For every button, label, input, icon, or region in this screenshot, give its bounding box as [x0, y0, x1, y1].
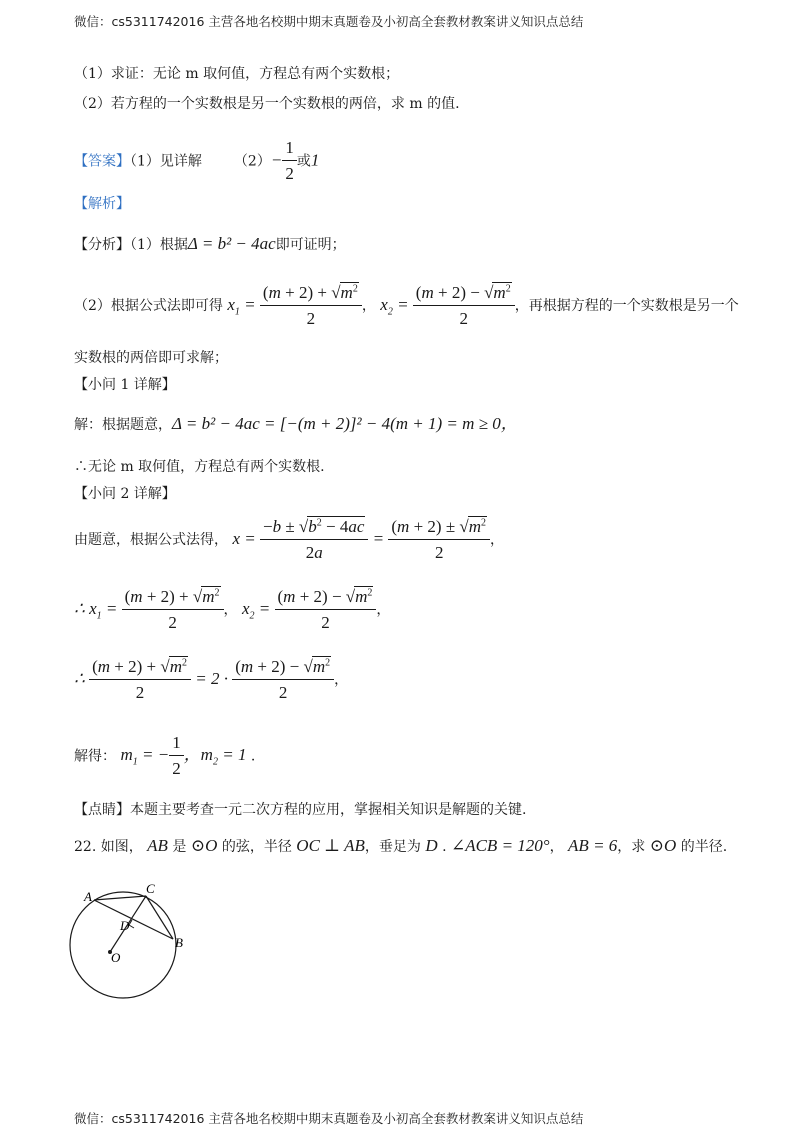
answer-p2: （2） [233, 153, 271, 170]
solve-line: 解得： $m_1$ = − $\frac{1}{2}$ ，$m_2 = 1$ . [74, 733, 256, 779]
circle-figure [60, 880, 210, 1005]
sub1-expr: Δ = b² − 4ac = [−(m + 2)]² − 4(m + 1) = m ≥ 0， [172, 414, 518, 433]
sub2-label: 【小问 2 详解】 [74, 486, 176, 502]
answer-neg: − [270, 150, 283, 170]
answer-p1: （1）见详解 [130, 153, 202, 170]
answer-one: 1 [310, 150, 320, 170]
quadratic-formula-sub: $\frac{(m + 2) \pm √m^2}{2}$ [388, 516, 490, 564]
answer-fraction: $\frac{1}{2}$ [282, 138, 297, 185]
page-header: 微信：cs5311742016 主营各地名校期中期末真题卷及小初高全套教材教案讲义知识点总结 [74, 14, 584, 29]
sub2-line: 由题意，根据公式法得， x = $\frac{-b \pm √b^2 - 4ac}{2a}$ = $\frac{(m + 2) \pm √m^2}{2}$ ， [74, 517, 505, 563]
sub1-conclusion: ∴无论 m 取何值，方程总有两个实数根. [74, 459, 325, 475]
sub1-label: 【小问 1 详解】 [74, 377, 176, 393]
dianjing-line: 【点睛】本题主要考查一元二次方程的应用，掌握相关知识是解题的关键. [74, 802, 527, 818]
analysis-label: 【解析】 [74, 196, 130, 212]
answer-or: 或 [296, 153, 311, 170]
fenxi-delta: Δ = b² − 4ac [187, 234, 276, 253]
answer-line [74, 138, 319, 185]
label-d: D [120, 918, 130, 933]
circle-o [70, 892, 176, 998]
label-b: B [175, 935, 183, 950]
x2-formula: $\frac{(m + 2) - √m^2}{2}$ [413, 282, 515, 330]
fenxi-label: 【分析】 [74, 237, 130, 253]
roots-line: ∴ $x_1$ = $\frac{(m + 2) + √m^2}{2}$ ， $x_2$ = $\frac{(m + 2) - √m^2}{2}$ ， [74, 587, 391, 633]
x1-formula: $\frac{(m + 2) + √m^2}{2}$ [260, 282, 362, 330]
equation-line: ∴ $\frac{(m + 2) + √m^2}{2}$ = 2 · $\frac{(m + 2) - √m^2}{2}$ ， [74, 657, 349, 703]
answer-label: 【答案】 [74, 153, 130, 170]
label-c: C [146, 881, 155, 896]
fenxi-line3: 实数根的两倍即可求解； [74, 350, 228, 366]
label-o: O [111, 950, 121, 965]
q-part2: （2）若方程的一个实数根是另一个实数根的两倍，求 m 的值. [74, 96, 460, 112]
label-a: A [84, 889, 92, 904]
q-part1: （1）求证：无论 m 取何值，方程总有两个实数根； [74, 66, 400, 82]
page-footer: 微信：cs5311742016 主营各地名校期中期末真题卷及小初高全套教材教案讲义知识点总结 [74, 1111, 584, 1126]
fenxi-line: 【分析】（1）根据Δ = b² − 4ac即可证明； [74, 234, 346, 253]
fenxi-line2: （2）根据公式法即可得 $x_1$ = $\frac{(m + 2) + √m^2}{2}$ ， $x_2$ = $\frac{(m + 2) - √m^2}{2}$ ，再根据方程的一个实数根是另一个 [74, 283, 739, 329]
q22-line: 22. 如图， AB 是 ⊙O 的弦，半径 OC ⊥ AB，垂足为 D . ∠ACB = 120°， AB = 6，求 ⊙O 的半径. [74, 836, 728, 855]
sub1-line: 解：根据题意，Δ = b² − 4ac = [−(m + 2)]² − 4(m + 1) = m ≥ 0， [74, 414, 518, 433]
quadratic-formula: $\frac{-b \pm √b^2 - 4ac}{2a}$ [260, 516, 368, 564]
